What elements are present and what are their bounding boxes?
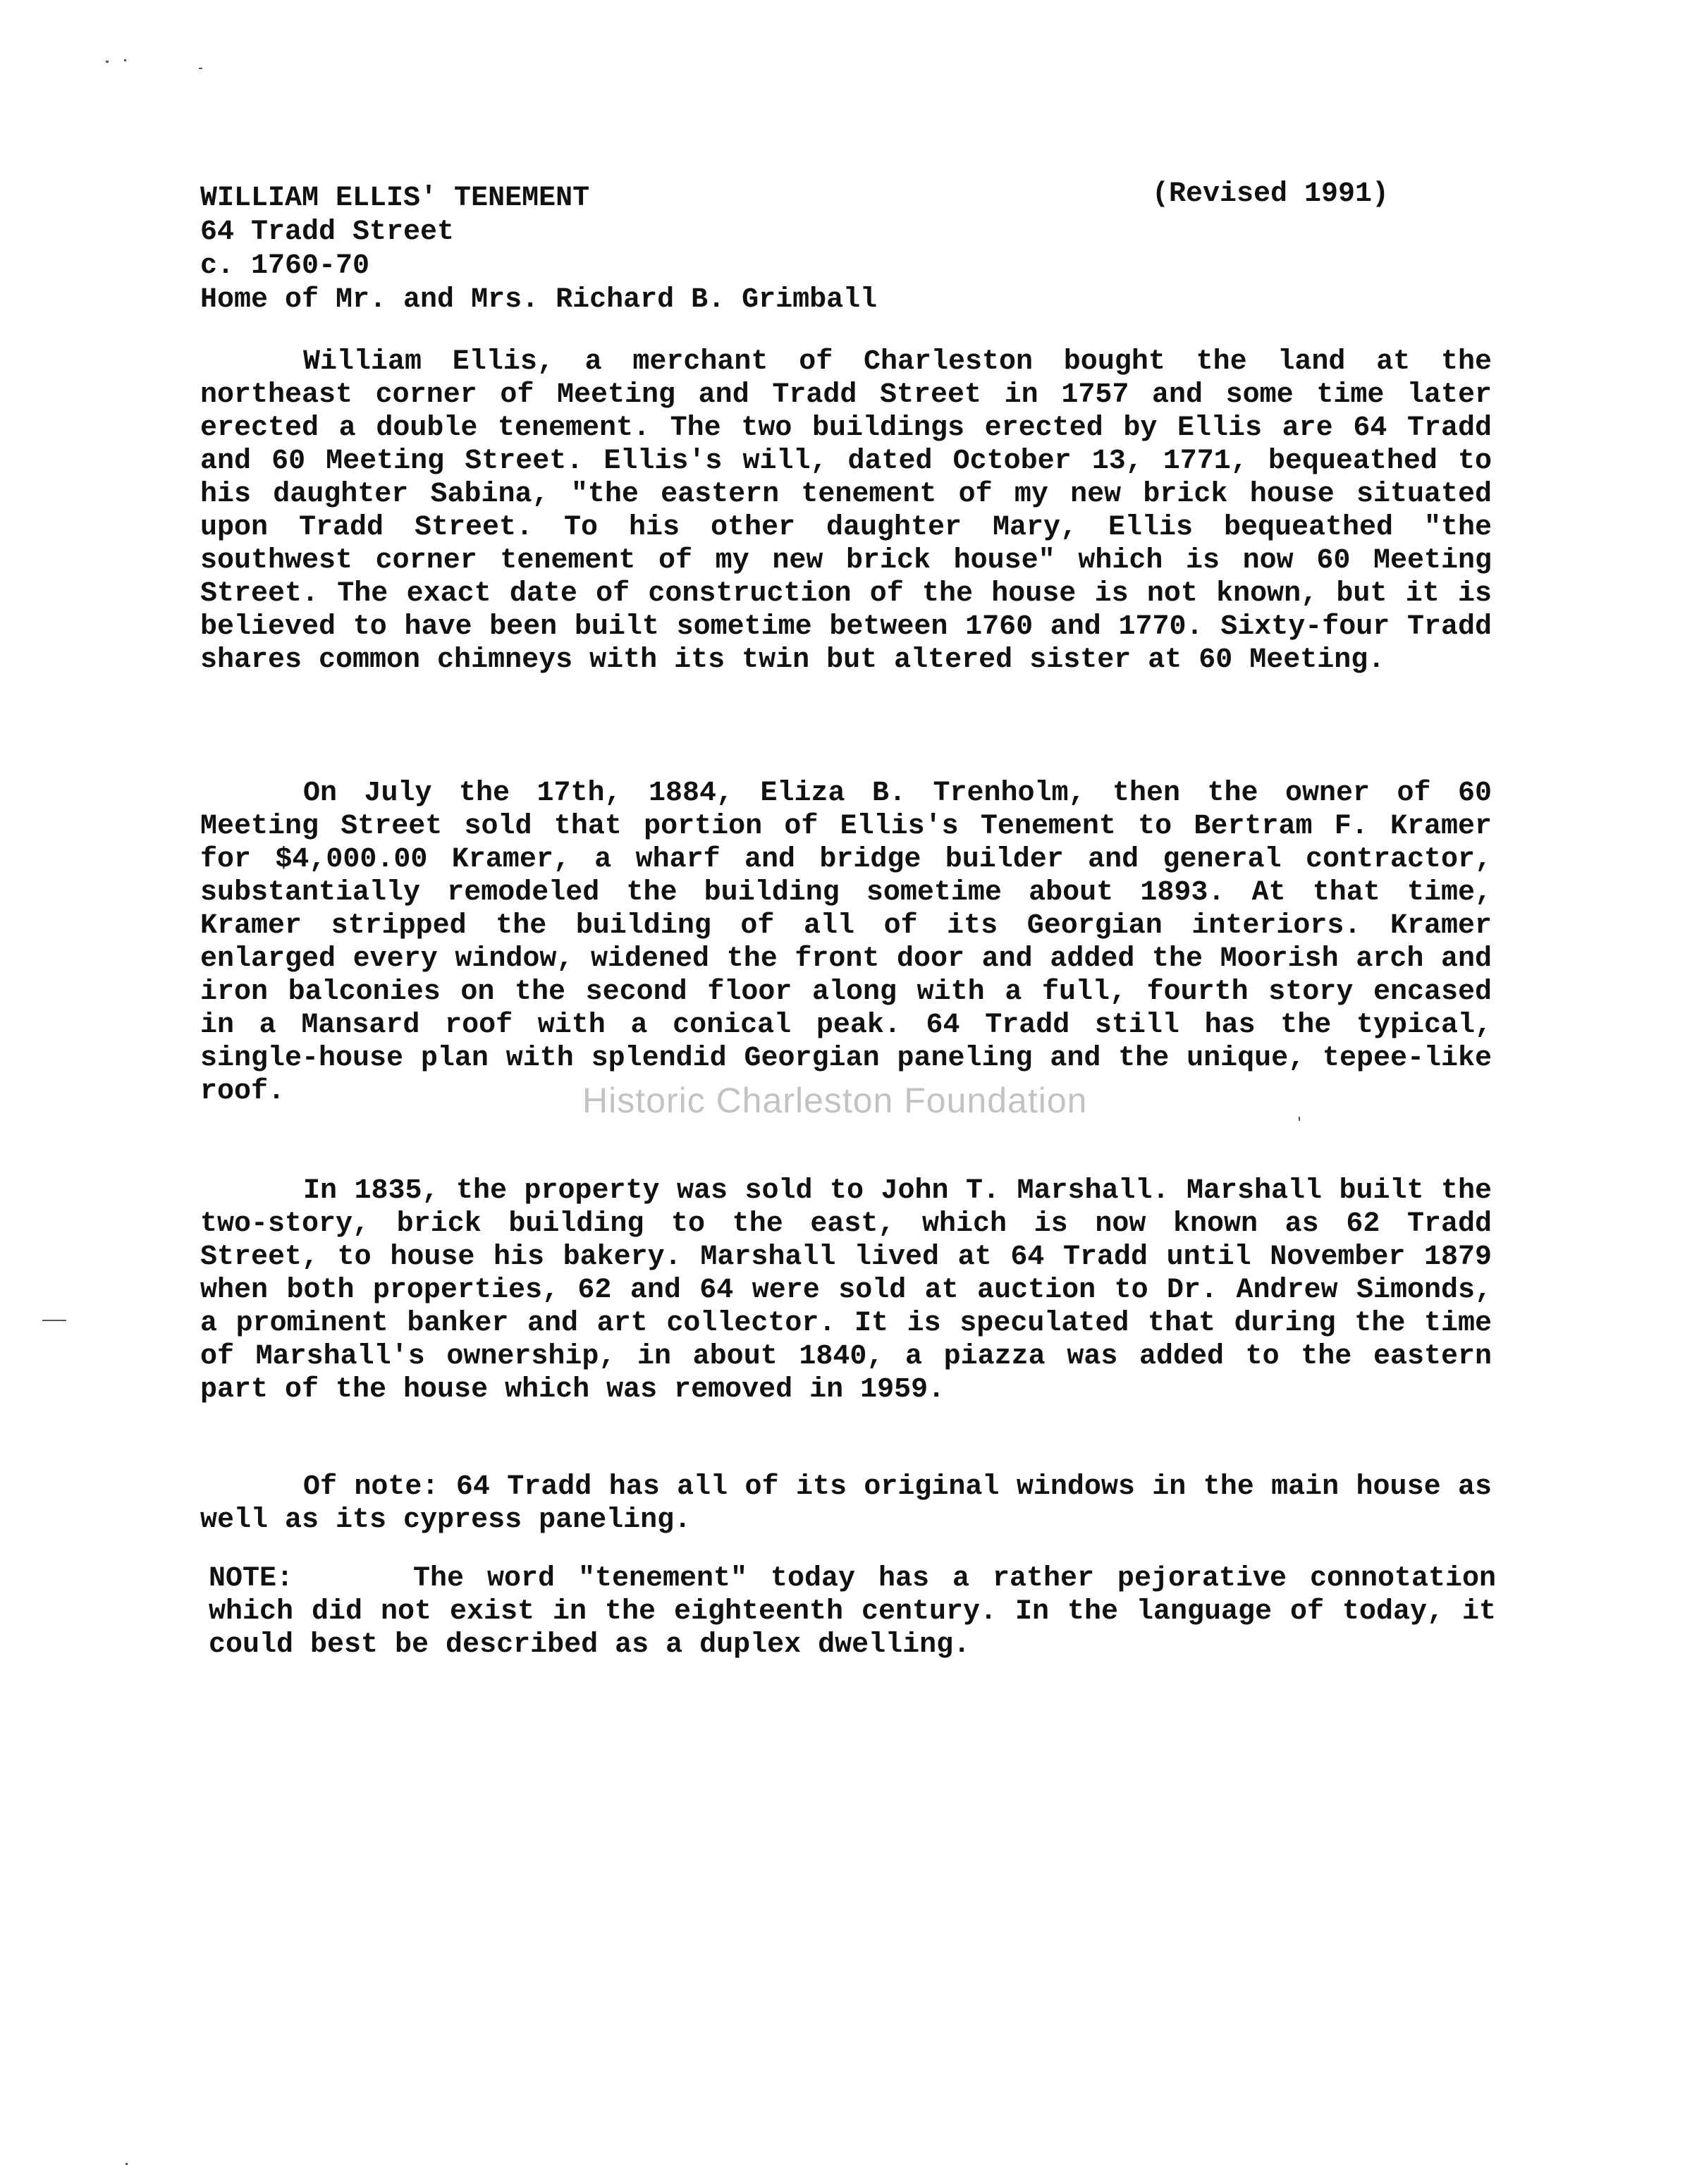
- document-address: 64 Tradd Street: [200, 216, 455, 248]
- scan-speck: [106, 61, 109, 63]
- paragraph-of-note: Of note: 64 Tradd has all of its original windows in the main house as well as its cypress paneling.: [200, 1471, 1492, 1536]
- document-title: WILLIAM ELLIS' TENEMENT: [200, 183, 590, 214]
- note-text: The word "tenement" today has a rather pejorative connotation which did not exist in the eighteenth century. In the language of today, it could best be described as a duplex dwelling.: [209, 1563, 1496, 1661]
- scan-speck: [199, 68, 202, 69]
- document-date: c. 1760-70: [200, 250, 370, 282]
- scan-speck: [125, 2163, 128, 2165]
- paragraph-history: William Ellis, a merchant of Charleston bought the land at the northeast corner of Meeting and Tradd Street in 1757 and some time later erected a double tenement. The two buildings erected by Ellis are 64 Tradd and 60 Meeting Street. Ellis's will, dated October 13, 1771, bequeathed to his daughter Sabina, "the eastern tenement of my new brick house situated upon Tradd Street. To his other daughter Mary, Ellis bequeathed "the southwest corner tenement of my new brick house" which is now 60 Meeting Street. The exact date of construction of the house is not known, but it is believed to have been built sometime between 1760 and 1770. Sixty-four Tradd shares common chimneys with its twin but altered sister at 60 Meeting.: [200, 346, 1492, 676]
- scan-speck: [124, 59, 126, 61]
- note-label: NOTE:: [209, 1563, 294, 1595]
- document-owner: Home of Mr. and Mrs. Richard B. Grimball: [200, 284, 878, 316]
- scan-speck: [42, 1320, 66, 1321]
- paragraph-marshall: In 1835, the property was sold to John T. Marshall. Marshall built the two-story, brick building to the east, which is now known as 62 Tradd Street, to house his bakery. Marshall lived at 64 Tradd until November 1879 when both properties, 62 and 64 were sold at auction to Dr. Andrew Simonds, a prominent banker and art collector. It is speculated that during the time of Marshall's ownership, in about 1840, a piazza was added to the eastern part of the house which was removed in 1959.: [200, 1175, 1492, 1406]
- scan-speck: [1299, 1117, 1300, 1121]
- paragraph-kramer: On July the 17th, 1884, Eliza B. Trenholm, then the owner of 60 Meeting Street sold that portion of Ellis's Tenement to Bertram F. Kramer for $4,000.00 Kramer, a wharf and bridge builder and general contractor, substantially remodeled the building sometime about 1893. At that time, Kramer stripped the building of all of its Georgian interiors. Kramer enlarged every window, widened the front door and added the Moorish arch and iron balconies on the second floor along with a full, fourth story encased in a Mansard roof with a conical peak. 64 Tradd still has the typical, single-house plan with splendid Georgian paneling and the unique, tepee-like roof.: [200, 778, 1492, 1108]
- revision-note: (Revised 1991): [1152, 178, 1390, 210]
- note-paragraph: [209, 1562, 1496, 1662]
- watermark: Historic Charleston Foundation: [582, 1081, 1088, 1120]
